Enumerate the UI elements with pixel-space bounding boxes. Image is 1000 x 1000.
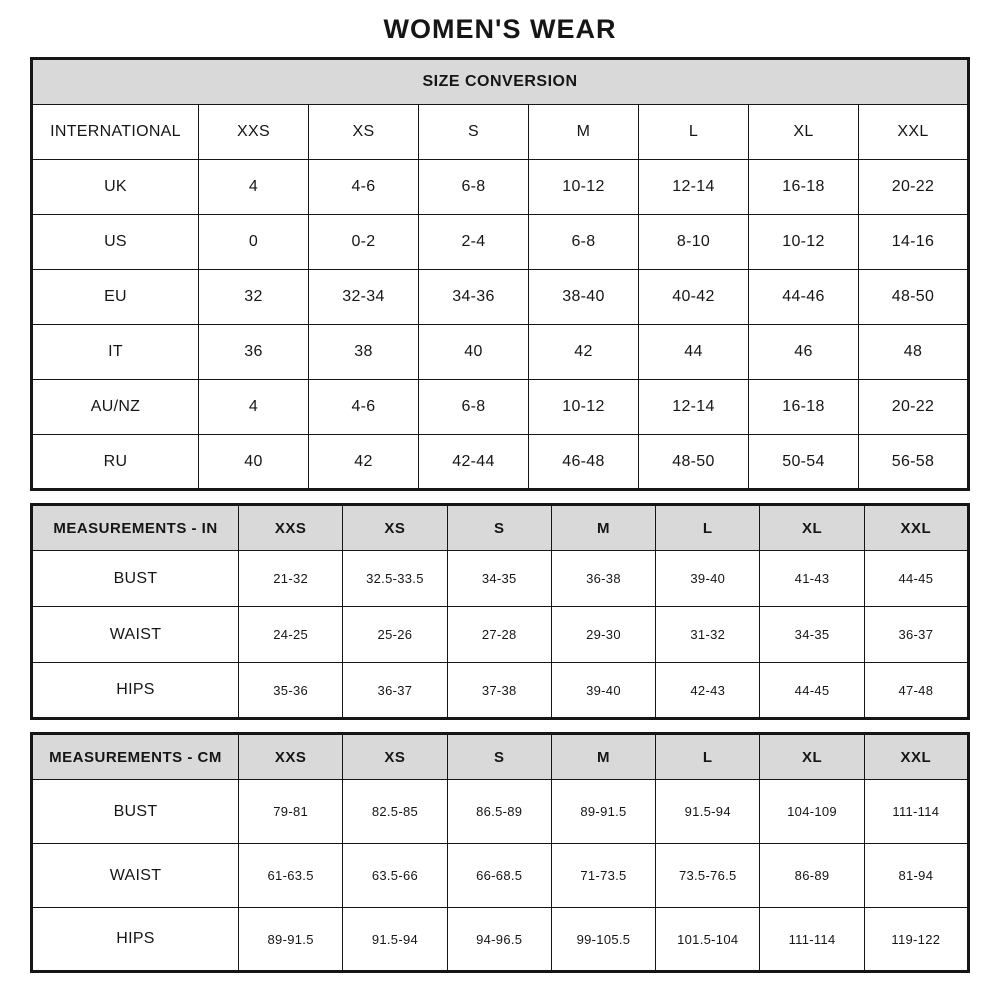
measurement-value: 89-91.5 [551,780,655,844]
measurement-value: 25-26 [343,607,447,663]
measurement-value: 61-63.5 [239,844,343,908]
column-header-m: M [551,734,655,780]
measurement-value: 119-122 [864,908,968,972]
measurement-value: 79-81 [239,780,343,844]
size-value: 4 [199,380,309,435]
row-label: BUST [32,551,239,607]
size-value: 46-48 [529,435,639,490]
measurements-cm-header: MEASUREMENTS - CM [32,734,239,780]
row-label: WAIST [32,607,239,663]
row-label: US [32,215,199,270]
measurement-value: 47-48 [864,663,968,719]
measurement-value: 42-43 [656,663,760,719]
size-value: 48-50 [859,270,969,325]
measurement-value: 31-32 [656,607,760,663]
size-value: 10-12 [749,215,859,270]
size-value: 12-14 [639,160,749,215]
row-label: WAIST [32,844,239,908]
measurement-value: 86-89 [760,844,864,908]
measurement-value: 94-96.5 [447,908,551,972]
table-row-hips-cm [32,908,969,972]
measurement-value: 111-114 [864,780,968,844]
table-row-uk [32,160,969,215]
column-header-xs: XS [309,105,419,160]
column-header-s: S [447,734,551,780]
size-value: 40 [419,325,529,380]
size-value: 2-4 [419,215,529,270]
size-value: 4-6 [309,160,419,215]
column-header-l: L [656,734,760,780]
measurement-value: 73.5-76.5 [656,844,760,908]
size-value: 14-16 [859,215,969,270]
size-value: 4 [199,160,309,215]
measurements-in-header-row [32,505,969,551]
row-label: BUST [32,780,239,844]
size-value: 38 [309,325,419,380]
size-value: 0 [199,215,309,270]
size-value: 42-44 [419,435,529,490]
measurement-value: 39-40 [656,551,760,607]
column-header-xl: XL [760,505,864,551]
row-label: IT [32,325,199,380]
table-row-bust-in [32,551,969,607]
table-row-ru [32,435,969,490]
column-header-s: S [419,105,529,160]
size-value: 32 [199,270,309,325]
table-row-us [32,215,969,270]
size-value: 42 [529,325,639,380]
size-value: 6-8 [529,215,639,270]
size-value: 4-6 [309,380,419,435]
size-value: 0-2 [309,215,419,270]
size-value: 6-8 [419,160,529,215]
size-value: 40-42 [639,270,749,325]
measurement-value: 32.5-33.5 [343,551,447,607]
measurement-value: 99-105.5 [551,908,655,972]
column-header-l: L [656,505,760,551]
column-header-xs: XS [343,505,447,551]
row-label: AU/NZ [32,380,199,435]
column-header-m: M [529,105,639,160]
measurement-value: 35-36 [239,663,343,719]
measurement-value: 37-38 [447,663,551,719]
size-value: 8-10 [639,215,749,270]
measurement-value: 101.5-104 [656,908,760,972]
column-header-xxl: XXL [864,505,968,551]
measurement-value: 21-32 [239,551,343,607]
measurement-value: 36-37 [864,607,968,663]
column-header-xxl: XXL [859,105,969,160]
column-header-xl: XL [760,734,864,780]
size-conversion-title-row [32,59,969,105]
column-header-xxs: XXS [199,105,309,160]
column-header-international: INTERNATIONAL [32,105,199,160]
measurement-value: 36-38 [551,551,655,607]
measurement-value: 71-73.5 [551,844,655,908]
size-value: 16-18 [749,380,859,435]
row-label: HIPS [32,908,239,972]
size-value: 44 [639,325,749,380]
measurement-value: 82.5-85 [343,780,447,844]
measurement-value: 44-45 [864,551,968,607]
size-value: 46 [749,325,859,380]
measurement-value: 81-94 [864,844,968,908]
measurement-value: 86.5-89 [447,780,551,844]
page-title: WOMEN'S WEAR [383,14,617,44]
size-conversion-table [30,57,970,491]
table-row-bust-cm [32,780,969,844]
size-value: 32-34 [309,270,419,325]
size-value: 20-22 [859,380,969,435]
row-label: RU [32,435,199,490]
row-label: HIPS [32,663,239,719]
measurement-value: 104-109 [760,780,864,844]
measurements-in-header: MEASUREMENTS - IN [32,505,239,551]
size-value: 48 [859,325,969,380]
size-value: 38-40 [529,270,639,325]
column-header-xxs: XXS [239,734,343,780]
table-row-hips-in [32,663,969,719]
row-label: EU [32,270,199,325]
measurement-value: 66-68.5 [447,844,551,908]
size-value: 42 [309,435,419,490]
size-value: 20-22 [859,160,969,215]
column-header-m: M [551,505,655,551]
size-value: 34-36 [419,270,529,325]
size-value: 10-12 [529,160,639,215]
measurement-value: 34-35 [760,607,864,663]
measurement-value: 63.5-66 [343,844,447,908]
size-value: 16-18 [749,160,859,215]
column-header-s: S [447,505,551,551]
measurement-value: 27-28 [447,607,551,663]
column-header-xxl: XXL [864,734,968,780]
measurement-value: 29-30 [551,607,655,663]
measurement-value: 34-35 [447,551,551,607]
column-header-xs: XS [343,734,447,780]
size-value: 6-8 [419,380,529,435]
table-row-it [32,325,969,380]
measurement-value: 91.5-94 [343,908,447,972]
measurement-value: 44-45 [760,663,864,719]
measurements-cm-table [30,732,970,973]
measurements-cm-header-row [32,734,969,780]
row-label: UK [32,160,199,215]
measurement-value: 41-43 [760,551,864,607]
measurement-value: 24-25 [239,607,343,663]
table-row-aunz [32,380,969,435]
column-header-xxs: XXS [239,505,343,551]
table-row-waist-cm [32,844,969,908]
size-value: 50-54 [749,435,859,490]
column-header-xl: XL [749,105,859,160]
measurement-value: 111-114 [760,908,864,972]
size-conversion-header: SIZE CONVERSION [32,59,969,105]
size-value: 56-58 [859,435,969,490]
measurement-value: 39-40 [551,663,655,719]
measurement-value: 89-91.5 [239,908,343,972]
size-value: 48-50 [639,435,749,490]
table-row-eu [32,270,969,325]
table-row-waist-in [32,607,969,663]
size-value: 12-14 [639,380,749,435]
size-value: 40 [199,435,309,490]
measurement-value: 36-37 [343,663,447,719]
measurements-in-table [30,503,970,720]
size-value: 10-12 [529,380,639,435]
size-value: 44-46 [749,270,859,325]
measurement-value: 91.5-94 [656,780,760,844]
column-header-l: L [639,105,749,160]
size-value: 36 [199,325,309,380]
column-header-row [32,105,969,160]
